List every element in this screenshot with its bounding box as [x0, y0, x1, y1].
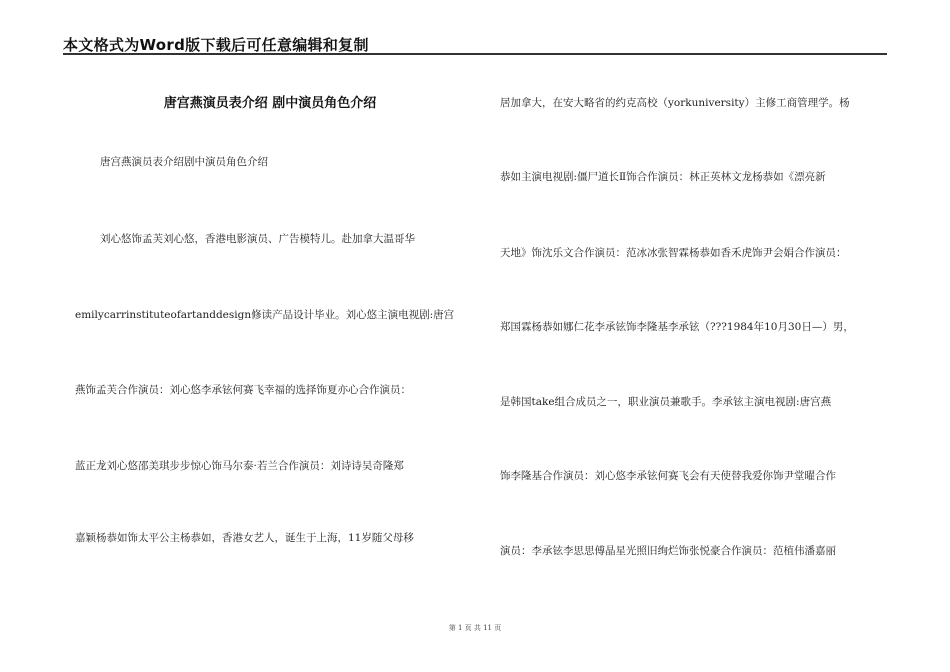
- paragraph-line: 天地》饰沈乐文合作演员：范冰冰张智霖杨恭如香禾虎饰尹会娟合作演员：: [500, 247, 847, 259]
- paragraph-line: 刘心悠饰孟芙刘心悠，香港电影演员、广告模特儿。赴加拿大温哥华: [100, 233, 415, 245]
- document-title: 唐宫燕演员表介绍 剧中演员角色介绍: [163, 96, 377, 111]
- paragraph-line: 嘉颖杨恭如饰太平公主杨恭如，香港女艺人，诞生于上海，11岁随父母移: [75, 532, 414, 544]
- paragraph-line: 燕饰孟芙合作演员：刘心悠李承铉何赛飞幸福的选择饰夏亦心合作演员：: [75, 384, 411, 396]
- header-text: 本文格式为Word版下载后可任意编辑和复制: [63, 36, 369, 54]
- paragraph-line: 演员：李承铉李思思傅晶星光照旧绚烂饰张悦豪合作演员：范植伟潘嘉丽: [500, 545, 836, 557]
- paragraph-line: 蓝正龙刘心悠邵美琪步步惊心饰马尔泰·若兰合作演员：刘诗诗吴奇隆郑: [75, 460, 404, 472]
- paragraph-line: emilycarrinstituteofartanddesign修读产品设计毕业。刘心悠主演电视剧:唐宫: [75, 309, 455, 321]
- paragraph-line: 郑国霖杨恭如娜仁花李承铉饰李隆基李承铉（???1984年10月30日—）男，: [500, 321, 854, 333]
- paragraph-line: 是韩国take组合成员之一，职业演员兼歌手。李承铉主演电视剧:唐宫燕: [500, 396, 832, 408]
- paragraph-line: 恭如主演电视剧:僵尸道长Ⅱ饰合作演员：林正英林文龙杨恭如《漂亮新: [500, 171, 826, 183]
- page-number: 第 1 页 共 11 页: [448, 624, 502, 632]
- paragraph-line: 饰李隆基合作演员：刘心悠李承铉何赛飞会有天使替我爱你饰尹堂曜合作: [500, 470, 836, 482]
- header-rule: [63, 53, 887, 55]
- paragraph-line: 居加拿大，在安大略省的约克高校（yorkuniversity）主修工商管理学。杨: [500, 97, 850, 109]
- paragraph-line: 唐宫燕演员表介绍剧中演员角色介绍: [100, 156, 268, 168]
